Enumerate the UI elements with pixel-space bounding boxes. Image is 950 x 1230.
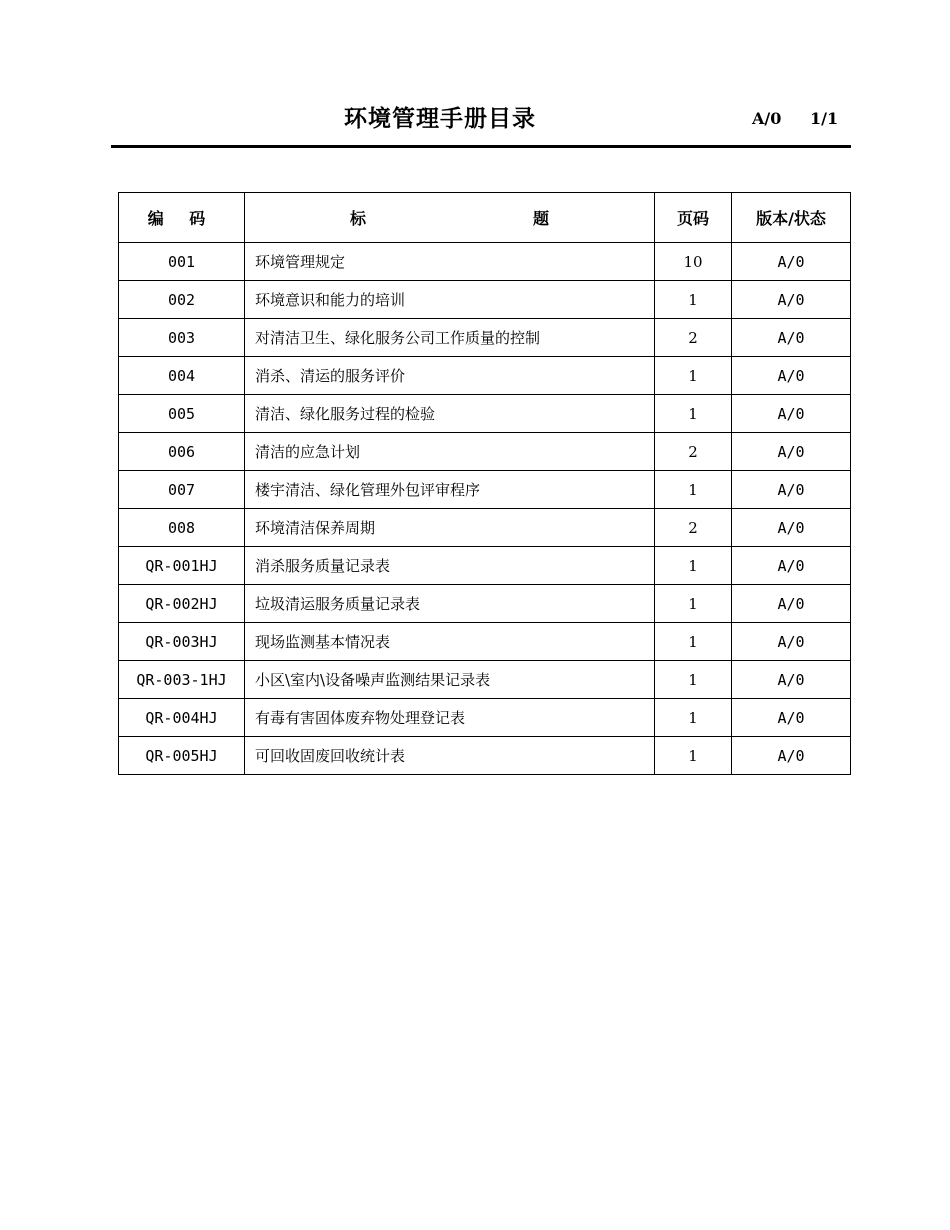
table-row [119,509,851,547]
row-title: 垃圾清运服务质量记录表 [245,585,655,623]
title-divider [111,145,851,148]
row-title: 有毒有害固体废弃物处理登记表 [245,699,655,737]
table-row [119,661,851,699]
row-page: 2 [655,319,732,357]
row-version: A/0 [732,433,851,471]
row-page: 10 [655,243,732,281]
header-page: 页码 [655,193,732,243]
row-page: 1 [655,471,732,509]
row-version: A/0 [732,509,851,547]
header-version: 版本/状态 [732,193,851,243]
row-page: 2 [655,433,732,471]
row-title: 可回收固废回收统计表 [245,737,655,775]
row-code: 007 [119,471,245,509]
row-code: QR-005HJ [119,737,245,775]
row-code: QR-001HJ [119,547,245,585]
row-page: 1 [655,547,732,585]
row-code: 005 [119,395,245,433]
row-version: A/0 [732,319,851,357]
contents-table [118,192,851,775]
row-version: A/0 [732,281,851,319]
row-page: 1 [655,623,732,661]
row-title: 消杀服务质量记录表 [245,547,655,585]
header-code: 编 码 [119,193,245,243]
row-version: A/0 [732,357,851,395]
row-code: 003 [119,319,245,357]
row-version: A/0 [732,623,851,661]
header-title-right: 题 [532,209,549,228]
row-code: QR-002HJ [119,585,245,623]
row-title: 小区\室内\设备噪声监测结果记录表 [245,661,655,699]
row-title: 环境管理规定 [245,243,655,281]
row-code: QR-003-1HJ [119,661,245,699]
row-page: 1 [655,737,732,775]
row-title: 现场监测基本情况表 [245,623,655,661]
row-version: A/0 [732,547,851,585]
row-title: 对清洁卫生、绿化服务公司工作质量的控制 [245,319,655,357]
row-version: A/0 [732,471,851,509]
document-page-number: 1/1 [810,109,839,128]
row-page: 1 [655,585,732,623]
row-code: 002 [119,281,245,319]
row-version: A/0 [732,661,851,699]
header-title-left: 标 [350,209,367,228]
row-version: A/0 [732,699,851,737]
table-row [119,243,851,281]
header-title [245,193,655,243]
table-row [119,433,851,471]
table-row [119,585,851,623]
row-page: 1 [655,699,732,737]
row-code: QR-003HJ [119,623,245,661]
table-row [119,547,851,585]
row-title: 消杀、清运的服务评价 [245,357,655,395]
row-page: 1 [655,281,732,319]
table-row [119,395,851,433]
table-row [119,357,851,395]
row-title: 清洁、绿化服务过程的检验 [245,395,655,433]
page-title: 环境管理手册目录 [344,106,536,132]
table-header-row [119,193,851,243]
document-version: A/0 [752,109,782,128]
row-page: 1 [655,357,732,395]
row-title: 清洁的应急计划 [245,433,655,471]
row-page: 2 [655,509,732,547]
row-title: 楼宇清洁、绿化管理外包评审程序 [245,471,655,509]
row-title: 环境清洁保养周期 [245,509,655,547]
row-title: 环境意识和能力的培训 [245,281,655,319]
row-version: A/0 [732,243,851,281]
table-row [119,699,851,737]
row-code: 006 [119,433,245,471]
row-page: 1 [655,661,732,699]
table-row [119,281,851,319]
row-version: A/0 [732,737,851,775]
row-page: 1 [655,395,732,433]
table-row [119,471,851,509]
row-code: 008 [119,509,245,547]
row-code: 001 [119,243,245,281]
row-code: 004 [119,357,245,395]
table-row [119,319,851,357]
table-row [119,623,851,661]
table-row [119,737,851,775]
row-code: QR-004HJ [119,699,245,737]
row-version: A/0 [732,395,851,433]
row-version: A/0 [732,585,851,623]
